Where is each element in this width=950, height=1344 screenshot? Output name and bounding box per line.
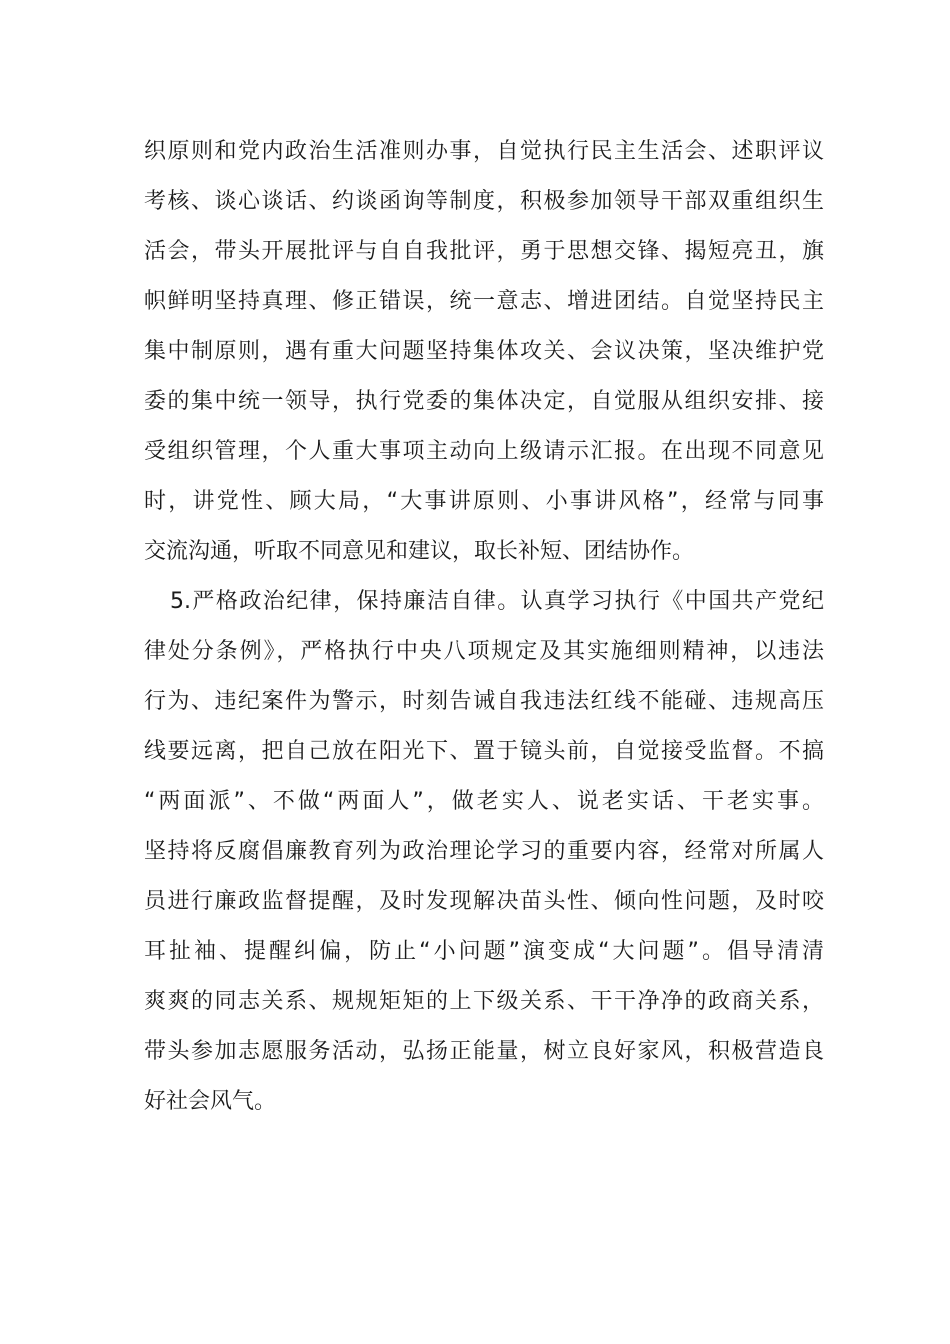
- paragraph-1: [144, 127, 824, 577]
- paragraph-line: 受组织管理，个人重大事项主动向上级请示汇报。在出现不同意见: [144, 439, 824, 464]
- paragraph-line: 集中制原则，遇有重大问题坚持集体攻关、会议决策，坚决维护党: [144, 339, 824, 364]
- paragraph-line: 5.严格政治纪律，保持廉洁自律。认真学习执行《中国共产党纪: [170, 589, 824, 614]
- paragraph-line: 坚持将反腐倡廉教育列为政治理论学习的重要内容，经常对所属人: [144, 839, 824, 864]
- body-text: [144, 127, 824, 1127]
- paragraph-line: “两面派”、不做“两面人”，做老实人、说老实话、干老实事。: [144, 789, 824, 814]
- paragraph-line: 律处分条例》，严格执行中央八项规定及其实施细则精神，以违法: [144, 639, 824, 664]
- paragraph-line: 活会，带头开展批评与自自我批评，勇于思想交锋、揭短亮丑，旗: [144, 239, 824, 264]
- paragraph-line: 爽爽的同志关系、规规矩矩的上下级关系、干干净净的政商关系，: [144, 989, 824, 1014]
- paragraph-line: 员进行廉政监督提醒，及时发现解决苗头性、倾向性问题，及时咬: [144, 889, 824, 914]
- paragraph-line: 织原则和党内政治生活准则办事，自觉执行民主生活会、述职评议: [144, 139, 824, 164]
- paragraph-line: 好社会风气。: [144, 1089, 277, 1114]
- paragraph-line: 时，讲党性、顾大局，“大事讲原则、小事讲风格”，经常与同事: [144, 489, 824, 514]
- paragraph-line: 耳扯袖、提醒纠偏，防止“小问题”演变成“大问题”。倡导清清: [144, 939, 824, 964]
- paragraph-line: 交流沟通，听取不同意见和建议，取长补短、团结协作。: [144, 539, 695, 564]
- paragraph-line: 考核、谈心谈话、约谈函询等制度，积极参加领导干部双重组织生: [144, 189, 824, 214]
- paragraph-line: 带头参加志愿服务活动，弘扬正能量，树立良好家风，积极营造良: [144, 1039, 824, 1064]
- paragraph-line: 线要远离，把自己放在阳光下、置于镜头前，自觉接受监督。不搞: [144, 739, 824, 764]
- paragraph-line: 行为、违纪案件为警示，时刻告诫自我违法红线不能碰、违规高压: [144, 689, 824, 714]
- paragraph-2: [144, 577, 824, 1127]
- paragraph-line: 委的集中统一领导，执行党委的集体决定，自觉服从组织安排、接: [144, 389, 824, 414]
- paragraph-line: 帜鲜明坚持真理、修正错误，统一意志、增进团结。自觉坚持民主: [144, 289, 824, 314]
